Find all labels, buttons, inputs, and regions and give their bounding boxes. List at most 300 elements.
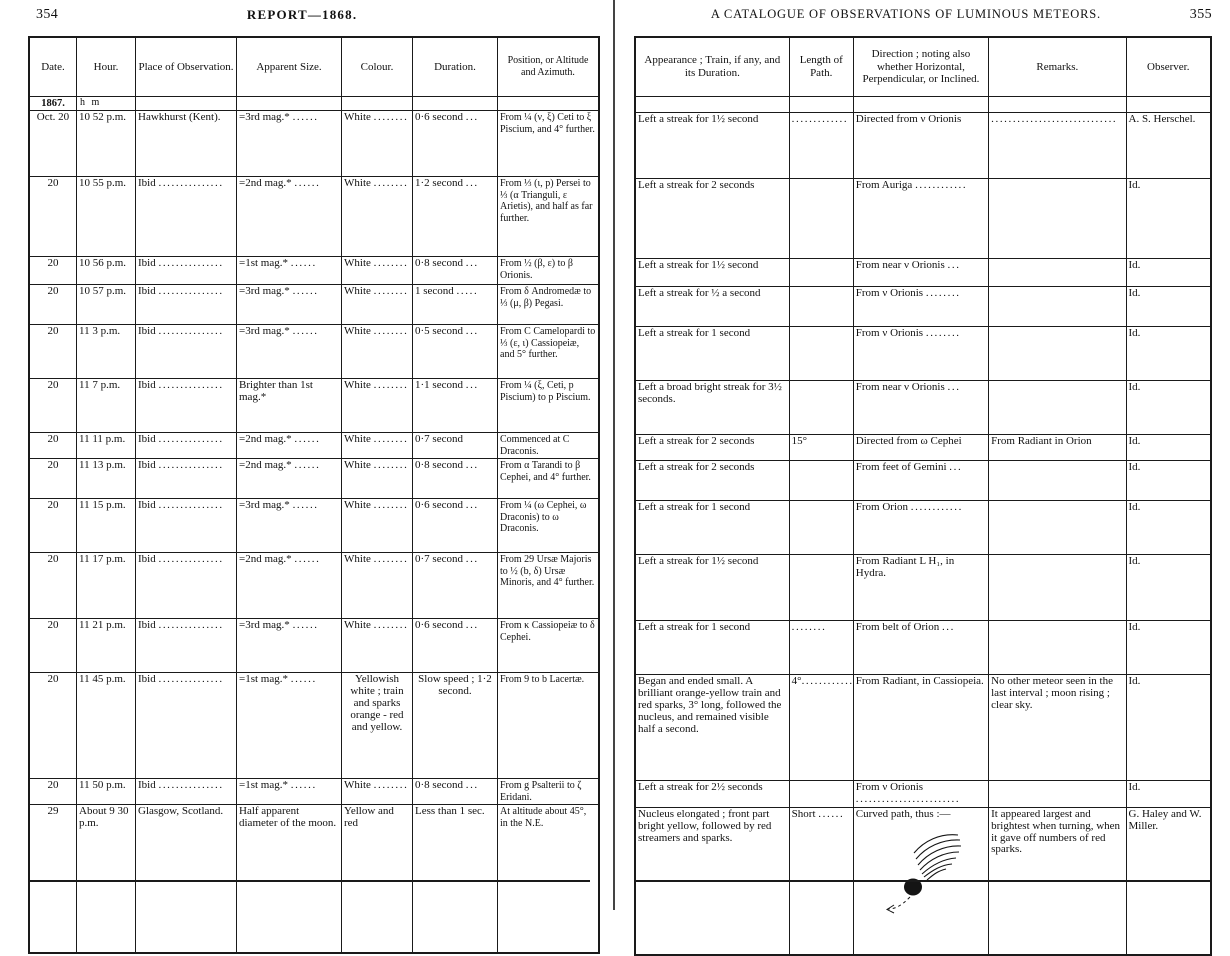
cell-appearance: Left a streak for 2 seconds: [635, 461, 789, 501]
cell-appearance: Left a streak for 1 second: [635, 501, 789, 555]
cell-apparent-size: [237, 177, 342, 257]
table-row: [635, 179, 1211, 259]
colour-text: White: [344, 433, 371, 446]
table-row: [29, 805, 599, 953]
table-row: [29, 111, 599, 177]
length-dots: ......: [818, 807, 845, 820]
table-row: [29, 673, 599, 779]
table-row: [635, 259, 1211, 287]
cell-hour: 11 45 p.m.: [77, 673, 136, 779]
direction-dots: ........................: [855, 792, 961, 805]
table-row: [29, 619, 599, 673]
cell-direction: [853, 179, 988, 259]
place-dots: ...............: [158, 379, 224, 392]
size-text: =1st mag.*: [239, 257, 288, 270]
colour-text: White: [344, 379, 371, 392]
cell-hour: 11 7 p.m.: [77, 379, 136, 433]
cell-hour: 11 50 p.m.: [77, 779, 136, 805]
size-dots: ......: [294, 433, 321, 446]
cell-duration: [413, 459, 498, 499]
direction-text: From ν Orionis: [855, 781, 924, 793]
colour-dots: ........: [373, 619, 409, 632]
table-row: [29, 285, 599, 325]
column-header-remarks: Remarks.: [989, 37, 1126, 97]
table-row: [29, 379, 599, 433]
size-text: =2nd mag.*: [239, 177, 292, 190]
colour-dots: ........: [373, 325, 409, 338]
place-text: Ibid: [138, 325, 156, 338]
place-dots: ...............: [158, 285, 224, 298]
meteor-trail-figure: [866, 827, 976, 919]
cell-position: From C Camelopardi to ⅓ (ε, ι) Cassiopeiæ, and 5° further.: [498, 325, 600, 379]
cell-colour: [342, 285, 413, 325]
length-text: Short: [791, 807, 816, 820]
cell-observer: Id.: [1126, 179, 1211, 259]
cell-colour: Yellowish white ; train and sparks orange - red and yellow.: [342, 673, 413, 779]
table-row: [635, 621, 1211, 675]
cell-place: [136, 499, 237, 553]
right-page-header: [622, 0, 1230, 30]
cell-colour: [342, 177, 413, 257]
colour-text: White: [344, 257, 371, 270]
spacer-direction: [853, 97, 988, 113]
cell-appearance: Left a streak for 2 seconds: [635, 435, 789, 461]
cell-observer: A. S. Herschel.: [1126, 113, 1211, 179]
cell-apparent-size: [237, 619, 342, 673]
cell-date: Oct. 20: [29, 111, 77, 177]
colour-text: White: [344, 285, 371, 298]
cell-appearance: Left a streak for 2 seconds: [635, 179, 789, 259]
direction-text: From ν Orionis: [855, 327, 924, 339]
duration-dots: .....: [456, 285, 479, 298]
cell-appearance: Left a broad bright streak for 3½ seconds.: [635, 381, 789, 435]
page-gutter: [606, 0, 622, 910]
cell-place: [136, 459, 237, 499]
cell-place: [136, 673, 237, 779]
place-dots: ...............: [158, 499, 224, 512]
cell-colour: [342, 459, 413, 499]
place-text: Ibid: [138, 379, 156, 392]
spacer-size: [237, 97, 342, 111]
spacer-position: [498, 97, 600, 111]
cell-place: [136, 379, 237, 433]
cell-remarks: [989, 381, 1126, 435]
cell-position: From ¼ (ν, ξ) Ceti to ξ Piscium, and 4° further.: [498, 111, 600, 177]
place-dots: ...............: [158, 325, 224, 338]
cell-duration: Slow speed ; 1·2 second.: [413, 673, 498, 779]
spacer-appearance: [635, 97, 789, 113]
cell-duration: [413, 553, 498, 619]
spacer-length: [789, 97, 853, 113]
cell-colour: [342, 619, 413, 673]
colour-text: White: [344, 553, 371, 566]
cell-direction: [853, 287, 988, 327]
cell-duration: [413, 779, 498, 805]
cell-date: 20: [29, 285, 77, 325]
colour-dots: ........: [373, 285, 409, 298]
size-text: =3rd mag.*: [239, 619, 290, 632]
duration-dots: ...: [465, 779, 479, 792]
direction-dots: ...: [947, 259, 961, 271]
cell-appearance: Left a streak for 1 second: [635, 327, 789, 381]
duration-dots: ...: [465, 111, 479, 124]
cell-date: 20: [29, 619, 77, 673]
cell-place: [136, 325, 237, 379]
cell-hour: 11 3 p.m.: [77, 325, 136, 379]
cell-place: Hawkhurst (Kent).: [136, 111, 237, 177]
cell-position: From ½ (β, ε) to β Orionis.: [498, 257, 600, 285]
colour-dots: ........: [373, 379, 409, 392]
cell-place: [136, 619, 237, 673]
cell-observer: Id.: [1126, 675, 1211, 781]
cell-appearance: Left a streak for 1½ second: [635, 113, 789, 179]
cell-direction: Directed from ω Cephei: [853, 435, 988, 461]
meteor-nucleus: [904, 878, 922, 895]
cell-place: Glasgow, Scotland.: [136, 805, 237, 953]
size-dots: ......: [294, 459, 321, 472]
size-text: =2nd mag.*: [239, 459, 292, 472]
cell-direction: Directed from ν Orionis: [853, 113, 988, 179]
cell-colour: [342, 257, 413, 285]
cell-date: 20: [29, 325, 77, 379]
cell-date: 20: [29, 553, 77, 619]
size-dots: ......: [294, 553, 321, 566]
cell-observer: Id.: [1126, 555, 1211, 621]
size-text: =3rd mag.*: [239, 325, 290, 338]
column-header-apparent-size: Apparent Size.: [237, 37, 342, 97]
place-text: Ibid: [138, 177, 156, 190]
cell-direction: [853, 621, 988, 675]
right-running-head: A CATALOGUE OF OBSERVATIONS OF LUMINOUS METEORS.: [710, 7, 1101, 21]
colour-dots: ........: [373, 111, 409, 124]
cell-observer: Id.: [1126, 461, 1211, 501]
cell-length-of-path: [789, 501, 853, 555]
right-page: [622, 0, 1230, 910]
size-text: =2nd mag.*: [239, 553, 292, 566]
cell-duration: Less than 1 sec.: [413, 805, 498, 953]
table-row: [635, 781, 1211, 808]
place-text: Ibid: [138, 257, 156, 270]
spacer-remarks: [989, 97, 1126, 113]
cell-length-of-path: [789, 781, 853, 808]
place-text: Ibid: [138, 433, 156, 446]
cell-apparent-size: [237, 673, 342, 779]
cell-hour: 10 56 p.m.: [77, 257, 136, 285]
cell-remarks: No other meteor seen in the last interval ; moon rising ; clear sky.: [989, 675, 1126, 781]
header-row-left: [29, 37, 599, 97]
column-header-duration: Duration.: [413, 37, 498, 97]
cell-hour: 10 52 p.m.: [77, 111, 136, 177]
direction-dots: ........: [925, 327, 961, 339]
cell-hour: 10 57 p.m.: [77, 285, 136, 325]
cell-observer: Id.: [1126, 781, 1211, 808]
year-label: 1867.: [29, 97, 77, 111]
cell-appearance: Nucleus elongated ; front part bright yellow, followed by red streamers and sparks.: [635, 807, 789, 955]
cell-observer: Id.: [1126, 259, 1211, 287]
size-text: =2nd mag.*: [239, 433, 292, 446]
column-header-hour: Hour.: [77, 37, 136, 97]
colour-dots: ........: [373, 553, 409, 566]
cell-apparent-size: [237, 111, 342, 177]
cell-position: From δ Andromedæ to ⅓ (μ, β) Pegasi.: [498, 285, 600, 325]
cell-appearance: Left a streak for 1½ second: [635, 555, 789, 621]
direction-dots: ...: [949, 461, 963, 473]
cell-hour: 11 15 p.m.: [77, 499, 136, 553]
cell-remarks: [989, 781, 1126, 808]
place-text: Ibid: [138, 779, 156, 792]
header-row-right: [635, 37, 1211, 97]
cell-appearance: Began and ended small. A brilliant orange-yellow train and red sparks, 3° long, followed the nucleus, and remained visible half a second.: [635, 675, 789, 781]
duration-text: 0·5 second: [415, 325, 463, 338]
cell-remarks: [989, 461, 1126, 501]
duration-text: 0·6 second: [415, 619, 463, 632]
cell-length-of-path: .............: [789, 113, 853, 179]
cell-apparent-size: Brighter than 1st mag.*: [237, 379, 342, 433]
colour-dots: ........: [373, 177, 409, 190]
left-folio-number: 354: [36, 7, 59, 22]
table-row: [635, 501, 1211, 555]
cell-observer: Id.: [1126, 621, 1211, 675]
cell-colour: [342, 111, 413, 177]
duration-text: 0·8 second: [415, 779, 463, 792]
cell-length-of-path: [789, 555, 853, 621]
cell-position: From ¼ (ξ, Ceti, p Piscium) to p Piscium.: [498, 379, 600, 433]
table-row: [635, 435, 1211, 461]
cell-position: From α Tarandi to β Cephei, and 4° further.: [498, 459, 600, 499]
table-row: [635, 675, 1211, 781]
size-dots: ......: [292, 325, 319, 338]
cell-remarks: It appeared largest and brightest when turning, when it gave off numbers of red sparks.: [989, 807, 1126, 955]
cell-colour: Yellow and red: [342, 805, 413, 953]
direction-text: From belt of Orion: [855, 621, 940, 633]
cell-length-of-path: [789, 461, 853, 501]
cell-remarks: [989, 179, 1126, 259]
cell-date: 20: [29, 177, 77, 257]
cell-date: 20: [29, 433, 77, 459]
place-text: Ibid: [138, 619, 156, 632]
duration-text: 1·2 second: [415, 177, 463, 190]
year-row: [29, 97, 599, 111]
cell-colour: [342, 553, 413, 619]
column-header-length-of-path: Length of Path.: [789, 37, 853, 97]
direction-dots: ........: [925, 287, 961, 299]
cell-length-of-path: ........: [789, 621, 853, 675]
cell-apparent-size: [237, 499, 342, 553]
direction-text: From near ν Orionis: [855, 381, 945, 393]
place-dots: ...............: [158, 553, 224, 566]
cell-duration: 0·7 second: [413, 433, 498, 459]
duration-text: 1 second: [415, 285, 454, 298]
table-row: [29, 553, 599, 619]
column-header-appearance: Appearance ; Train, if any, and its Duration.: [635, 37, 789, 97]
cell-colour: [342, 779, 413, 805]
cell-length-of-path: [789, 327, 853, 381]
place-text: Ibid: [138, 285, 156, 298]
cell-date: 20: [29, 673, 77, 779]
direction-text: From feet of Gemini: [855, 461, 947, 473]
size-dots: ......: [294, 177, 321, 190]
cell-place: [136, 177, 237, 257]
column-header-direction: Direction ; noting also whether Horizontal, Perpendicular, or Inclined.: [853, 37, 988, 97]
cell-position: At altitude about 45°, in the N.E.: [498, 805, 600, 953]
duration-text: 1·1 second: [415, 379, 463, 392]
size-text: =3rd mag.*: [239, 111, 290, 124]
cell-length-of-path: [789, 807, 853, 955]
direction-text: From ν Orionis: [855, 287, 924, 299]
table-head-right: [635, 37, 1211, 97]
colour-text: White: [344, 499, 371, 512]
colour-dots: ........: [373, 459, 409, 472]
table-row: [29, 433, 599, 459]
observations-table-right: [634, 36, 1212, 956]
cell-remarks: [989, 327, 1126, 381]
cell-duration: [413, 499, 498, 553]
spacer-colour: [342, 97, 413, 111]
left-running-head: REPORT—1868.: [246, 7, 358, 22]
column-header-colour: Colour.: [342, 37, 413, 97]
size-dots: ......: [292, 619, 319, 632]
place-text: Ibid: [138, 673, 156, 686]
cell-apparent-size: [237, 325, 342, 379]
cell-position: From 9 to b Lacertæ.: [498, 673, 600, 779]
table-row: [29, 459, 599, 499]
cell-hour: 10 55 p.m.: [77, 177, 136, 257]
cell-apparent-size: [237, 285, 342, 325]
table-row: [635, 461, 1211, 501]
table-row: [29, 325, 599, 379]
cell-appearance: Left a streak for 1½ second: [635, 259, 789, 287]
place-text: Ibid: [138, 553, 156, 566]
table-row: [635, 287, 1211, 327]
colour-dots: ........: [373, 779, 409, 792]
size-dots: ......: [292, 499, 319, 512]
cell-appearance: Left a streak for 1 second: [635, 621, 789, 675]
size-dots: ......: [290, 779, 317, 792]
direction-dots: ............: [915, 179, 968, 191]
length-text: 4°: [791, 675, 802, 687]
size-dots: ......: [290, 673, 317, 686]
duration-dots: ...: [465, 619, 479, 632]
table-row: [635, 381, 1211, 435]
cell-position: From 29 Ursæ Majoris to ½ (b, δ) Ursæ Minoris, and 4° further.: [498, 553, 600, 619]
cell-observer: Id.: [1126, 287, 1211, 327]
table-row: [29, 257, 599, 285]
cell-position: From κ Cassiopeiæ to δ Cephei.: [498, 619, 600, 673]
duration-dots: ...: [465, 499, 479, 512]
cell-direction: [853, 807, 988, 955]
cell-hour: 11 17 p.m.: [77, 553, 136, 619]
cell-date: 20: [29, 379, 77, 433]
cell-place: [136, 779, 237, 805]
cell-direction: [853, 461, 988, 501]
cell-duration: [413, 379, 498, 433]
cell-date: 20: [29, 499, 77, 553]
colour-text: White: [344, 459, 371, 472]
spacer-duration: [413, 97, 498, 111]
cell-remarks: [989, 501, 1126, 555]
cell-length-of-path: [789, 179, 853, 259]
direction-text: Curved path, thus :—: [855, 807, 951, 820]
cell-apparent-size: [237, 257, 342, 285]
cell-position: From ⅓ (ι, p) Persei to ⅓ (α Trianguli, ε Arietis), and half as far further.: [498, 177, 600, 257]
direction-text: From near ν Orionis: [855, 259, 945, 271]
cell-duration: [413, 325, 498, 379]
colour-text: White: [344, 177, 371, 190]
table-row: [635, 327, 1211, 381]
left-page-header: [0, 0, 606, 30]
place-dots: ...............: [158, 673, 224, 686]
cell-remarks: From Radiant in Orion: [989, 435, 1126, 461]
duration-text: 0·7 second: [415, 553, 463, 566]
right-folio-number: 355: [1189, 7, 1212, 22]
duration-dots: ...: [465, 257, 479, 270]
size-text: =1st mag.*: [239, 673, 288, 686]
cell-hour: 11 13 p.m.: [77, 459, 136, 499]
table-head-left: [29, 37, 599, 97]
observations-table-left: [28, 36, 600, 954]
cell-place: [136, 553, 237, 619]
direction-dots: ............: [910, 501, 963, 513]
place-dots: ...............: [158, 257, 224, 270]
place-text: Ibid: [138, 499, 156, 512]
cell-place: [136, 257, 237, 285]
cell-hour: 11 11 p.m.: [77, 433, 136, 459]
direction-dots: ...: [947, 381, 961, 393]
colour-dots: ........: [373, 433, 409, 446]
size-dots: ......: [292, 285, 319, 298]
cell-direction: [853, 381, 988, 435]
cell-date: 20: [29, 257, 77, 285]
place-dots: ...............: [158, 433, 224, 446]
duration-dots: ...: [465, 459, 479, 472]
direction-text: From Orion: [855, 501, 909, 513]
cell-direction: From Radiant, in Cassiopeia.: [853, 675, 988, 781]
year-row-spacer: [635, 97, 1211, 113]
length-dots: ............: [801, 675, 854, 687]
direction-text: From Auriga: [855, 179, 913, 191]
cell-observer: Id.: [1126, 435, 1211, 461]
duration-text: 0·6 second: [415, 111, 463, 124]
cell-remarks: .............................: [989, 113, 1126, 179]
duration-dots: ...: [465, 177, 479, 190]
cell-length-of-path: [789, 381, 853, 435]
place-dots: ...............: [158, 619, 224, 632]
cell-remarks: [989, 621, 1126, 675]
cell-date: 29: [29, 805, 77, 953]
cell-direction: [853, 781, 988, 808]
cell-direction: [853, 501, 988, 555]
table-row: [635, 807, 1211, 955]
cell-colour: [342, 499, 413, 553]
cell-remarks: [989, 287, 1126, 327]
left-page: [0, 0, 606, 910]
table-row: [29, 779, 599, 805]
table-row: [635, 113, 1211, 179]
size-text: =3rd mag.*: [239, 285, 290, 298]
column-header-position: Position, or Altitude and Azimuth.: [498, 37, 600, 97]
duration-text: 0·6 second: [415, 499, 463, 512]
hour-units-label: h m: [77, 97, 136, 111]
place-text: Ibid: [138, 459, 156, 472]
table-body-left: [29, 97, 599, 953]
table-row: [29, 177, 599, 257]
size-text: =1st mag.*: [239, 779, 288, 792]
cell-observer: Id.: [1126, 381, 1211, 435]
cell-apparent-size: [237, 459, 342, 499]
spacer-observer: [1126, 97, 1211, 113]
colour-dots: ........: [373, 499, 409, 512]
cell-colour: [342, 325, 413, 379]
